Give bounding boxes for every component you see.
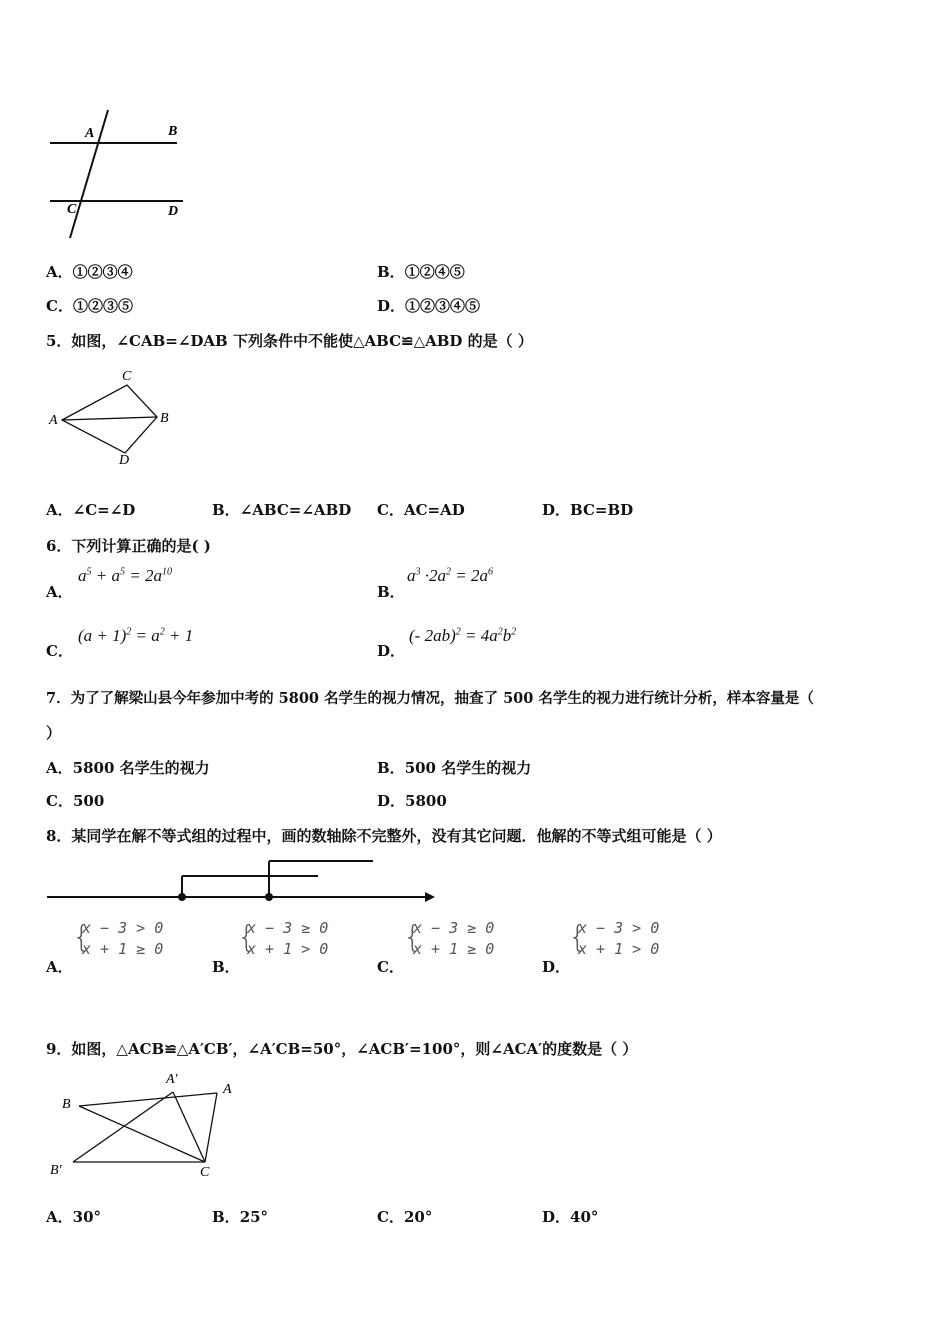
q6-formula-a: $a^5 + a^5 = 2a^{10}$: [78, 566, 172, 585]
brace-icon: {: [403, 920, 423, 955]
figure-label-a: A: [223, 1082, 232, 1097]
q9-option-d[interactable]: D．40°: [542, 1208, 599, 1226]
q5-option-b[interactable]: B．∠ABC=∠ABD: [212, 501, 352, 519]
q6-option-b[interactable]: B．: [377, 583, 405, 601]
figure-label-c: C: [67, 202, 77, 217]
q9-option-b[interactable]: B．25°: [212, 1208, 269, 1226]
q5-option-a[interactable]: A．∠C=∠D: [46, 501, 136, 519]
q7-option-a[interactable]: A．5800 名学生的视力: [46, 759, 210, 777]
q5-stem: 5．如图，∠CAB=∠DAB 下列条件中不能使△ABC≌△ABD 的是（ ）: [46, 332, 533, 350]
kite-figure: [45, 365, 185, 470]
parallel-lines-figure: [40, 105, 200, 245]
brace-icon: {: [237, 920, 257, 955]
q8-option-d[interactable]: D．: [542, 958, 571, 976]
q5-option-d[interactable]: D．BC=BD: [542, 501, 634, 519]
q4-option-b[interactable]: B．①②④⑤: [377, 263, 465, 281]
q4-option-c[interactable]: C．①②③⑤: [46, 297, 133, 315]
q5-option-c[interactable]: C．AC=AD: [377, 501, 465, 519]
figure-label-b: B: [168, 124, 178, 139]
q6-stem: 6．下列计算正确的是( ): [46, 537, 211, 555]
q7-stem-line2: ）: [46, 724, 62, 742]
q9-option-a[interactable]: A．30°: [46, 1208, 102, 1226]
q7-option-d[interactable]: D．5800: [377, 792, 447, 810]
q9-option-c[interactable]: C．20°: [377, 1208, 433, 1226]
q4-option-d[interactable]: D．①②③④⑤: [377, 297, 481, 315]
q7-option-c[interactable]: C．500: [46, 792, 105, 810]
figure-label-a: A: [85, 126, 95, 141]
number-line-figure: [45, 855, 445, 910]
figure-label-b: B: [62, 1097, 71, 1112]
q7-option-b[interactable]: B．500 名学生的视力: [377, 759, 532, 777]
q6-option-d[interactable]: D．: [377, 642, 406, 660]
q4-option-a[interactable]: A．①②③④: [46, 263, 133, 281]
q8-option-b[interactable]: B．: [212, 958, 240, 976]
brace-icon: {: [72, 920, 92, 955]
q7-stem-line1: 7．为了了解梁山县今年参加中考的 5800 名学生的视力情况，抽查了 500 名学生的视力进行统计分析，样本容量是（: [46, 690, 814, 707]
figure-label-a: A: [49, 413, 58, 428]
q9-stem: 9．如图，△ACB≌△A′CB′，∠A′CB=50°，∠ACB′=100°，则∠ACA′的度数是（ ）: [46, 1040, 638, 1058]
q8-option-c[interactable]: C．: [377, 958, 404, 976]
figure-label-d: D: [119, 453, 130, 468]
q6-formula-c: $(a + 1)^2 = a^2 + 1$: [78, 626, 194, 645]
brace-icon: {: [568, 920, 588, 955]
figure-label-a-prime: A′: [166, 1072, 178, 1087]
q8-stem: 8．某同学在解不等式组的过程中，画的数轴除不完整外，没有其它问题．他解的不等式组可能是（ ）: [46, 827, 722, 845]
figure-label-b: B: [160, 411, 169, 426]
q6-option-c[interactable]: C．: [46, 642, 73, 660]
figure-label-c: C: [200, 1165, 210, 1180]
figure-label-d: D: [168, 204, 179, 219]
q8-option-a[interactable]: A．: [46, 958, 73, 976]
figure-label-c: C: [122, 369, 132, 384]
figure-label-b-prime: B′: [50, 1163, 62, 1178]
q6-option-a[interactable]: A．: [46, 583, 73, 601]
q6-formula-b: $a^3 \cdot 2a^2 = 2a^6$: [407, 566, 493, 585]
congruent-triangles-figure: [45, 1068, 245, 1183]
q6-formula-d: (- $2ab)^2 = 4a^2b^2$: [409, 626, 517, 645]
